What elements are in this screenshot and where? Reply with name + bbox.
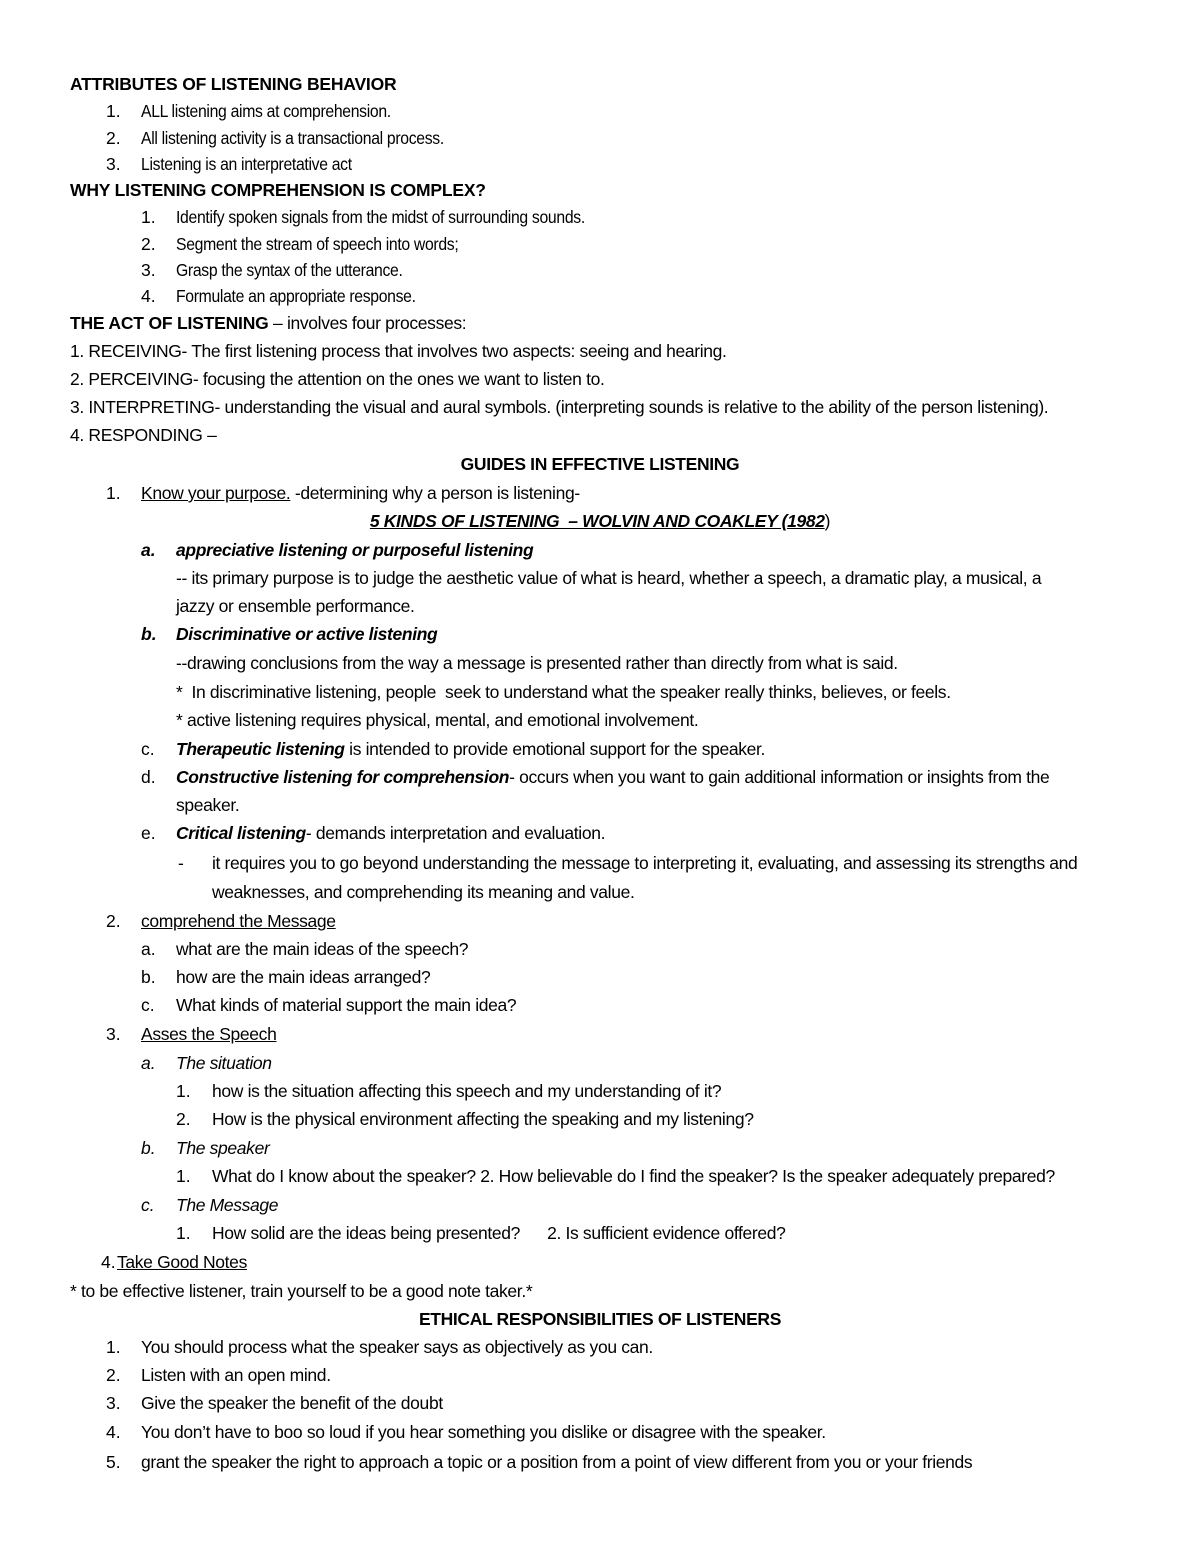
guide-2-title: comprehend the Message [141, 911, 336, 931]
kind-description: speaker. [176, 795, 240, 815]
kind-description: * In discriminative listening, people seek to understand what the speaker really thinks, believes, or feels. [176, 682, 951, 702]
attributes-item: ALL listening aims at comprehension. [141, 101, 391, 121]
kind-label: c. [141, 739, 155, 759]
guide-3-item: how is the situation affecting this speech and my understanding of it? [212, 1081, 722, 1101]
kinds-heading-line [0, 509, 1200, 533]
kinds-heading-close: ) [824, 511, 831, 531]
guide-3-label: a. [141, 1053, 156, 1073]
ethical-item: grant the speaker the right to approach a topic or a position from a point of view different from you or your friends [141, 1452, 973, 1472]
guide-3-item: What do I know about the speaker? 2. How believable do I find the speaker? Is the speaker adequately prepared? [212, 1166, 1055, 1186]
act-process: 1. RECEIVING- The first listening process that involves two aspects: seeing and hearing. [70, 341, 727, 361]
ethical-item: You should process what the speaker says as objectively as you can. [141, 1337, 653, 1357]
complex-item-number: 4. [141, 286, 156, 306]
guide-2-item: what are the main ideas of the speech? [176, 939, 469, 959]
kind-description: --drawing conclusions from the way a message is presented rather than directly from what is said. [176, 653, 898, 673]
kind-title: appreciative listening or purposeful listening [176, 540, 534, 560]
kind-description: - demands interpretation and evaluation. [305, 823, 606, 843]
kinds-heading: 5 KINDS OF LISTENING – WOLVIN AND COAKLEY (1982 [369, 511, 825, 531]
guide-3-item-number: 1. [176, 1223, 191, 1243]
kind-description: -- its primary purpose is to judge the aesthetic value of what is heard, whether a speech, a dramatic play, a musical, a [176, 568, 1042, 588]
kind-sub-description: it requires you to go beyond understanding the message to interpreting it, evaluating, and assessing its strengths and [212, 853, 1078, 873]
attributes-item: All listening activity is a transactional process. [141, 128, 444, 148]
complex-item: Grasp the syntax of the utterance. [176, 260, 403, 280]
guide-3-label: c. [141, 1195, 155, 1215]
act-process: 3. INTERPRETING- understanding the visual and aural symbols. (interpreting sounds is relative to the ability of the person listening). [70, 397, 1049, 417]
act-heading-rest: – involves four processes: [268, 313, 467, 333]
guides-heading: GUIDES IN EFFECTIVE LISTENING [460, 454, 740, 474]
guide-3-label: b. [141, 1138, 156, 1158]
kind-description: is intended to provide emotional support for the speaker. [344, 739, 766, 759]
ethical-item-number: 1. [106, 1337, 121, 1357]
kind-label: b. [141, 624, 157, 644]
ethical-item-number: 5. [106, 1452, 121, 1472]
ethical-item-number: 3. [106, 1393, 121, 1413]
kind-title: Critical listening [176, 823, 306, 843]
guide-2-label: c. [141, 995, 155, 1015]
act-heading: THE ACT OF LISTENING [70, 313, 269, 333]
guide-3-title: Asses the Speech [141, 1024, 277, 1044]
act-heading-line [70, 311, 466, 335]
guide-number: 1. [106, 483, 121, 503]
guide-number: 3. [106, 1024, 121, 1044]
kind-title: Discriminative or active listening [176, 624, 438, 644]
complex-item-number: 1. [141, 207, 156, 227]
ethical-item: Listen with an open mind. [141, 1365, 331, 1385]
complex-item: Formulate an appropriate response. [176, 286, 416, 306]
kind-sub-dash: - [178, 853, 184, 873]
kind-description: jazzy or ensemble performance. [176, 596, 415, 616]
attributes-item: Listening is an interpretative act [141, 154, 352, 174]
guide-3-subtitle: The speaker [176, 1138, 270, 1158]
kind-title: Therapeutic listening [176, 739, 345, 759]
ethical-item-number: 4. [106, 1422, 121, 1442]
guide-3-item-number: 2. [176, 1109, 191, 1129]
guide-2-label: a. [141, 939, 156, 959]
kind-d [176, 765, 1049, 789]
guide-3-item: How solid are the ideas being presented? 2. Is sufficient evidence offered? [212, 1223, 786, 1243]
kind-label: e. [141, 823, 156, 843]
guide-2-item: how are the main ideas arranged? [176, 967, 431, 987]
ethical-item-number: 2. [106, 1365, 121, 1385]
kind-sub-description: weaknesses, and comprehending its meaning and value. [212, 882, 635, 902]
guide-number: 2. [106, 911, 121, 931]
guide-4-title: Take Good Notes [117, 1252, 247, 1272]
complex-item-number: 3. [141, 260, 156, 280]
act-process: 2. PERCEIVING- focusing the attention on the ones we want to listen to. [70, 369, 605, 389]
guide-3-subtitle: The situation [176, 1053, 272, 1073]
guide-3-item: How is the physical environment affecting the speaking and my listening? [212, 1109, 754, 1129]
kind-e [176, 821, 605, 845]
guide-3-subtitle: The Message [176, 1195, 279, 1215]
guide-1-title: Know your purpose. [141, 483, 291, 503]
guide-number: 4. [101, 1252, 116, 1272]
attributes-item-number: 1. [106, 101, 121, 121]
kind-c [176, 737, 765, 761]
guide-2-item: What kinds of material support the main idea? [176, 995, 517, 1015]
guide-3-item-number: 1. [176, 1166, 191, 1186]
act-process: 4. RESPONDING – [70, 425, 217, 445]
kind-label: d. [141, 767, 156, 787]
complex-heading: WHY LISTENING COMPREHENSION IS COMPLEX? [70, 180, 486, 200]
guide-3-item-number: 1. [176, 1081, 191, 1101]
complex-item: Segment the stream of speech into words; [176, 234, 459, 254]
ethical-item: You don’t have to boo so loud if you hear something you dislike or disagree with the speaker. [141, 1422, 826, 1442]
complex-item-number: 2. [141, 234, 156, 254]
complex-item: Identify spoken signals from the midst of surrounding sounds. [176, 207, 585, 227]
guide-1-rest: -determining why a person is listening- [290, 483, 580, 503]
guide-1 [141, 481, 580, 505]
attributes-item-number: 3. [106, 154, 121, 174]
ethical-heading: ETHICAL RESPONSIBILITIES OF LISTENERS [418, 1309, 782, 1329]
kind-label: a. [141, 540, 156, 560]
kind-description: - occurs when you want to gain additional information or insights from the [509, 767, 1050, 787]
ethical-item: Give the speaker the benefit of the doubt [141, 1393, 443, 1413]
guide-2-label: b. [141, 967, 156, 987]
attributes-heading: ATTRIBUTES OF LISTENING BEHAVIOR [70, 74, 397, 94]
attributes-item-number: 2. [106, 128, 121, 148]
kind-description: * active listening requires physical, mental, and emotional involvement. [176, 710, 699, 730]
kind-title: Constructive listening for comprehension [176, 767, 510, 787]
note-text: * to be effective listener, train yourself to be a good note taker.* [70, 1281, 533, 1301]
